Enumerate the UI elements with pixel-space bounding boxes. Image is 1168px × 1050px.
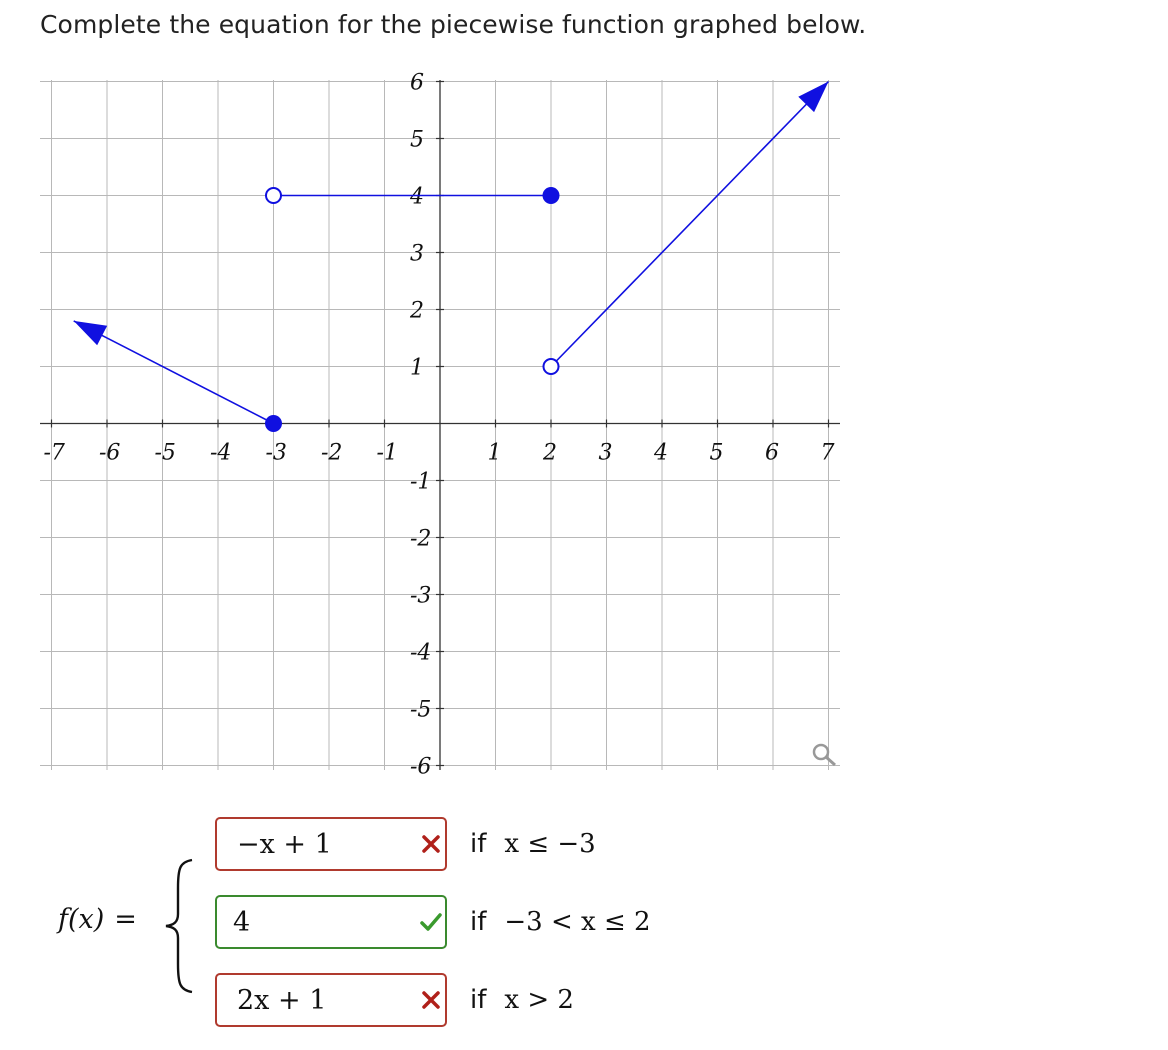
condition-3 [470, 985, 574, 1015]
equals-sign: = [114, 904, 137, 935]
y-tick-label: 2 [410, 298, 424, 324]
if-label: if [470, 985, 487, 1015]
x-tick-label: -7 [43, 440, 65, 466]
y-tick-label: 1 [410, 355, 424, 381]
condition-expr-2: −3 < x ≤ 2 [504, 907, 651, 937]
answer-value-1: −x + 1 [237, 829, 332, 860]
y-tick-label: -1 [410, 469, 432, 495]
x-tick-label: 1 [487, 440, 502, 466]
y-tick-label: 6 [410, 70, 424, 96]
answer-field-2[interactable] [215, 895, 447, 949]
y-tick-label: -5 [410, 697, 432, 723]
closed-endpoint[interactable] [543, 187, 560, 204]
x-tick-label: -1 [376, 440, 398, 466]
if-label: if [470, 829, 487, 859]
x-tick-label: 7 [820, 440, 835, 466]
y-tick-label: -4 [410, 640, 432, 666]
if-label: if [470, 907, 487, 937]
x-tick-label: -3 [265, 440, 287, 466]
y-tick-label: 3 [410, 241, 424, 267]
open-endpoint[interactable] [266, 188, 281, 203]
x-tick-label: -2 [321, 440, 343, 466]
x-tick-label: -5 [154, 440, 176, 466]
x-tick-label: 3 [598, 440, 613, 466]
x-tick-label: 2 [543, 440, 557, 466]
incorrect-x-icon [419, 988, 443, 1012]
open-endpoint[interactable] [544, 359, 559, 374]
y-tick-label: -3 [410, 583, 432, 609]
correct-check-icon [419, 910, 443, 934]
x-tick-label: -6 [99, 440, 121, 466]
x-tick-label: 6 [765, 440, 779, 466]
answer-field-1[interactable] [215, 817, 447, 871]
condition-1 [470, 829, 596, 859]
y-tick-label: 5 [410, 127, 424, 153]
answer-field-3[interactable] [215, 973, 447, 1027]
closed-endpoint[interactable] [265, 415, 282, 432]
x-tick-label: 5 [709, 440, 724, 466]
right-ray-line[interactable] [551, 82, 829, 367]
x-tick-label: -4 [210, 440, 232, 466]
answer-value-2: 4 [233, 907, 251, 938]
condition-expr-3: x > 2 [504, 985, 574, 1015]
x-tick-label: 4 [654, 440, 668, 466]
piecewise-brace [160, 858, 200, 994]
question-prompt: Complete the equation for the piecewise function graphed below. [40, 10, 867, 39]
condition-expr-1: x ≤ −3 [504, 829, 596, 859]
function-name: f(x) [58, 904, 105, 935]
y-tick-label: -2 [410, 526, 432, 552]
arrow-head [74, 321, 107, 345]
magnifier-icon[interactable] [808, 741, 842, 771]
y-tick-label: 4 [410, 184, 424, 210]
function-label [58, 904, 137, 935]
answer-value-3: 2x + 1 [237, 985, 327, 1016]
y-tick-label: -6 [410, 754, 432, 780]
condition-2 [470, 907, 651, 937]
left-ray-line[interactable] [74, 321, 274, 424]
incorrect-x-icon [419, 832, 443, 856]
